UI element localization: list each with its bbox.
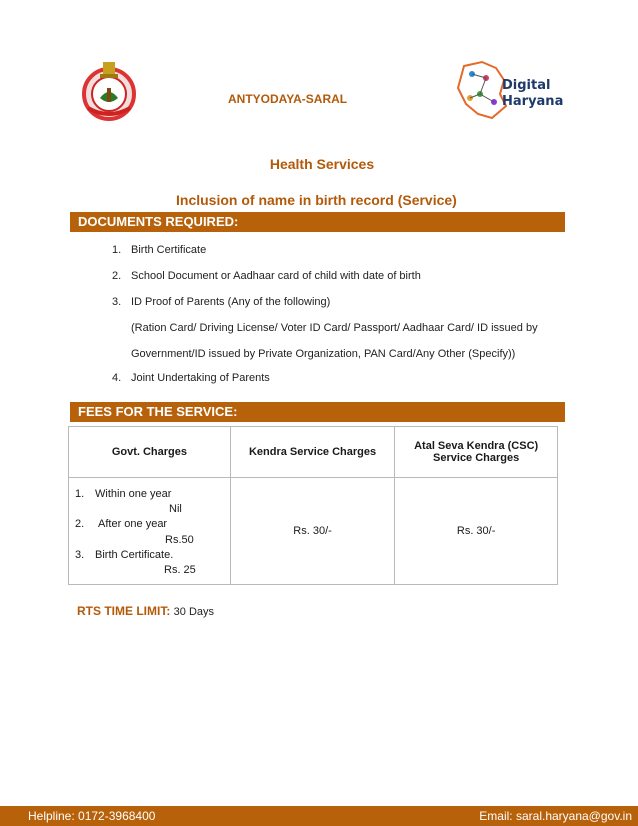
doc-item-3-num: 3.: [112, 296, 122, 308]
digital-haryana-text-1: Digital: [502, 78, 551, 93]
id-proof-list-line1: (Ration Card/ Driving License/ Voter ID Card/ Passport/ Aadhaar Card/ ID issued by: [131, 322, 538, 334]
govt-item-1-num: 1.: [75, 488, 85, 500]
digital-haryana-logo: [452, 58, 562, 126]
govt-item-3-amount: Rs. 25: [164, 564, 196, 576]
doc-item-1: Birth Certificate: [131, 244, 207, 256]
fees-header-row: [69, 427, 558, 478]
govt-item-2-num: 2.: [75, 518, 85, 530]
doc-item-2: School Document or Aadhaar card of child with date of birth: [131, 270, 421, 282]
doc-item-4: Joint Undertaking of Parents: [131, 372, 270, 384]
service-category: Health Services: [269, 156, 375, 172]
footer-bar: [0, 806, 638, 826]
col-kendra-charges: Kendra Service Charges: [230, 427, 394, 478]
emblem-icon: [80, 58, 138, 122]
doc-item-2-num: 2.: [112, 270, 122, 282]
govt-item-3-num: 3.: [75, 549, 85, 561]
rts-label: RTS TIME LIMIT:: [77, 604, 171, 618]
govt-item-2-label: After one year: [98, 518, 168, 530]
fees-table: [68, 426, 558, 585]
service-title: Inclusion of name in birth record (Service): [176, 192, 457, 208]
id-proof-list-line2: Government/ID issued by Private Organization, PAN Card/Any Other (Specify)): [131, 348, 516, 360]
doc-item-3: ID Proof of Parents (Any of the following): [131, 296, 331, 308]
rts-value: 30 Days: [173, 606, 215, 618]
doc-item-1-num: 1.: [112, 244, 122, 256]
fees-heading: FEES FOR THE SERVICE:: [70, 402, 565, 422]
govt-item-1-label: Within one year: [95, 488, 172, 500]
col-csc-charges: Atal Seva Kendra (CSC) Service Charges: [395, 427, 558, 478]
fees-value-row: [69, 478, 558, 585]
kendra-charge-cell: Rs. 30/-: [230, 478, 394, 585]
haryana-emblem-logo: [80, 58, 138, 122]
documents-heading: DOCUMENTS REQUIRED:: [70, 212, 565, 232]
rts-time-limit: [77, 604, 214, 618]
govt-item-3-label: Birth Certificate.: [95, 549, 174, 561]
digital-haryana-text-2: Haryana: [502, 94, 564, 109]
header-title: ANTYODAYA-SARAL: [228, 92, 348, 106]
govt-item-2-amount: Rs.50: [165, 534, 194, 546]
csc-charge-cell: Rs. 30/-: [395, 478, 558, 585]
col-govt-charges: Govt. Charges: [69, 427, 231, 478]
govt-item-1-amount: Nil: [169, 503, 182, 515]
govt-charges-cell: [69, 478, 231, 585]
helpline-text: Helpline: 0172-3968400: [28, 809, 156, 823]
email-text: Email: saral.haryana@gov.in: [479, 809, 632, 823]
doc-item-4-num: 4.: [112, 372, 122, 384]
